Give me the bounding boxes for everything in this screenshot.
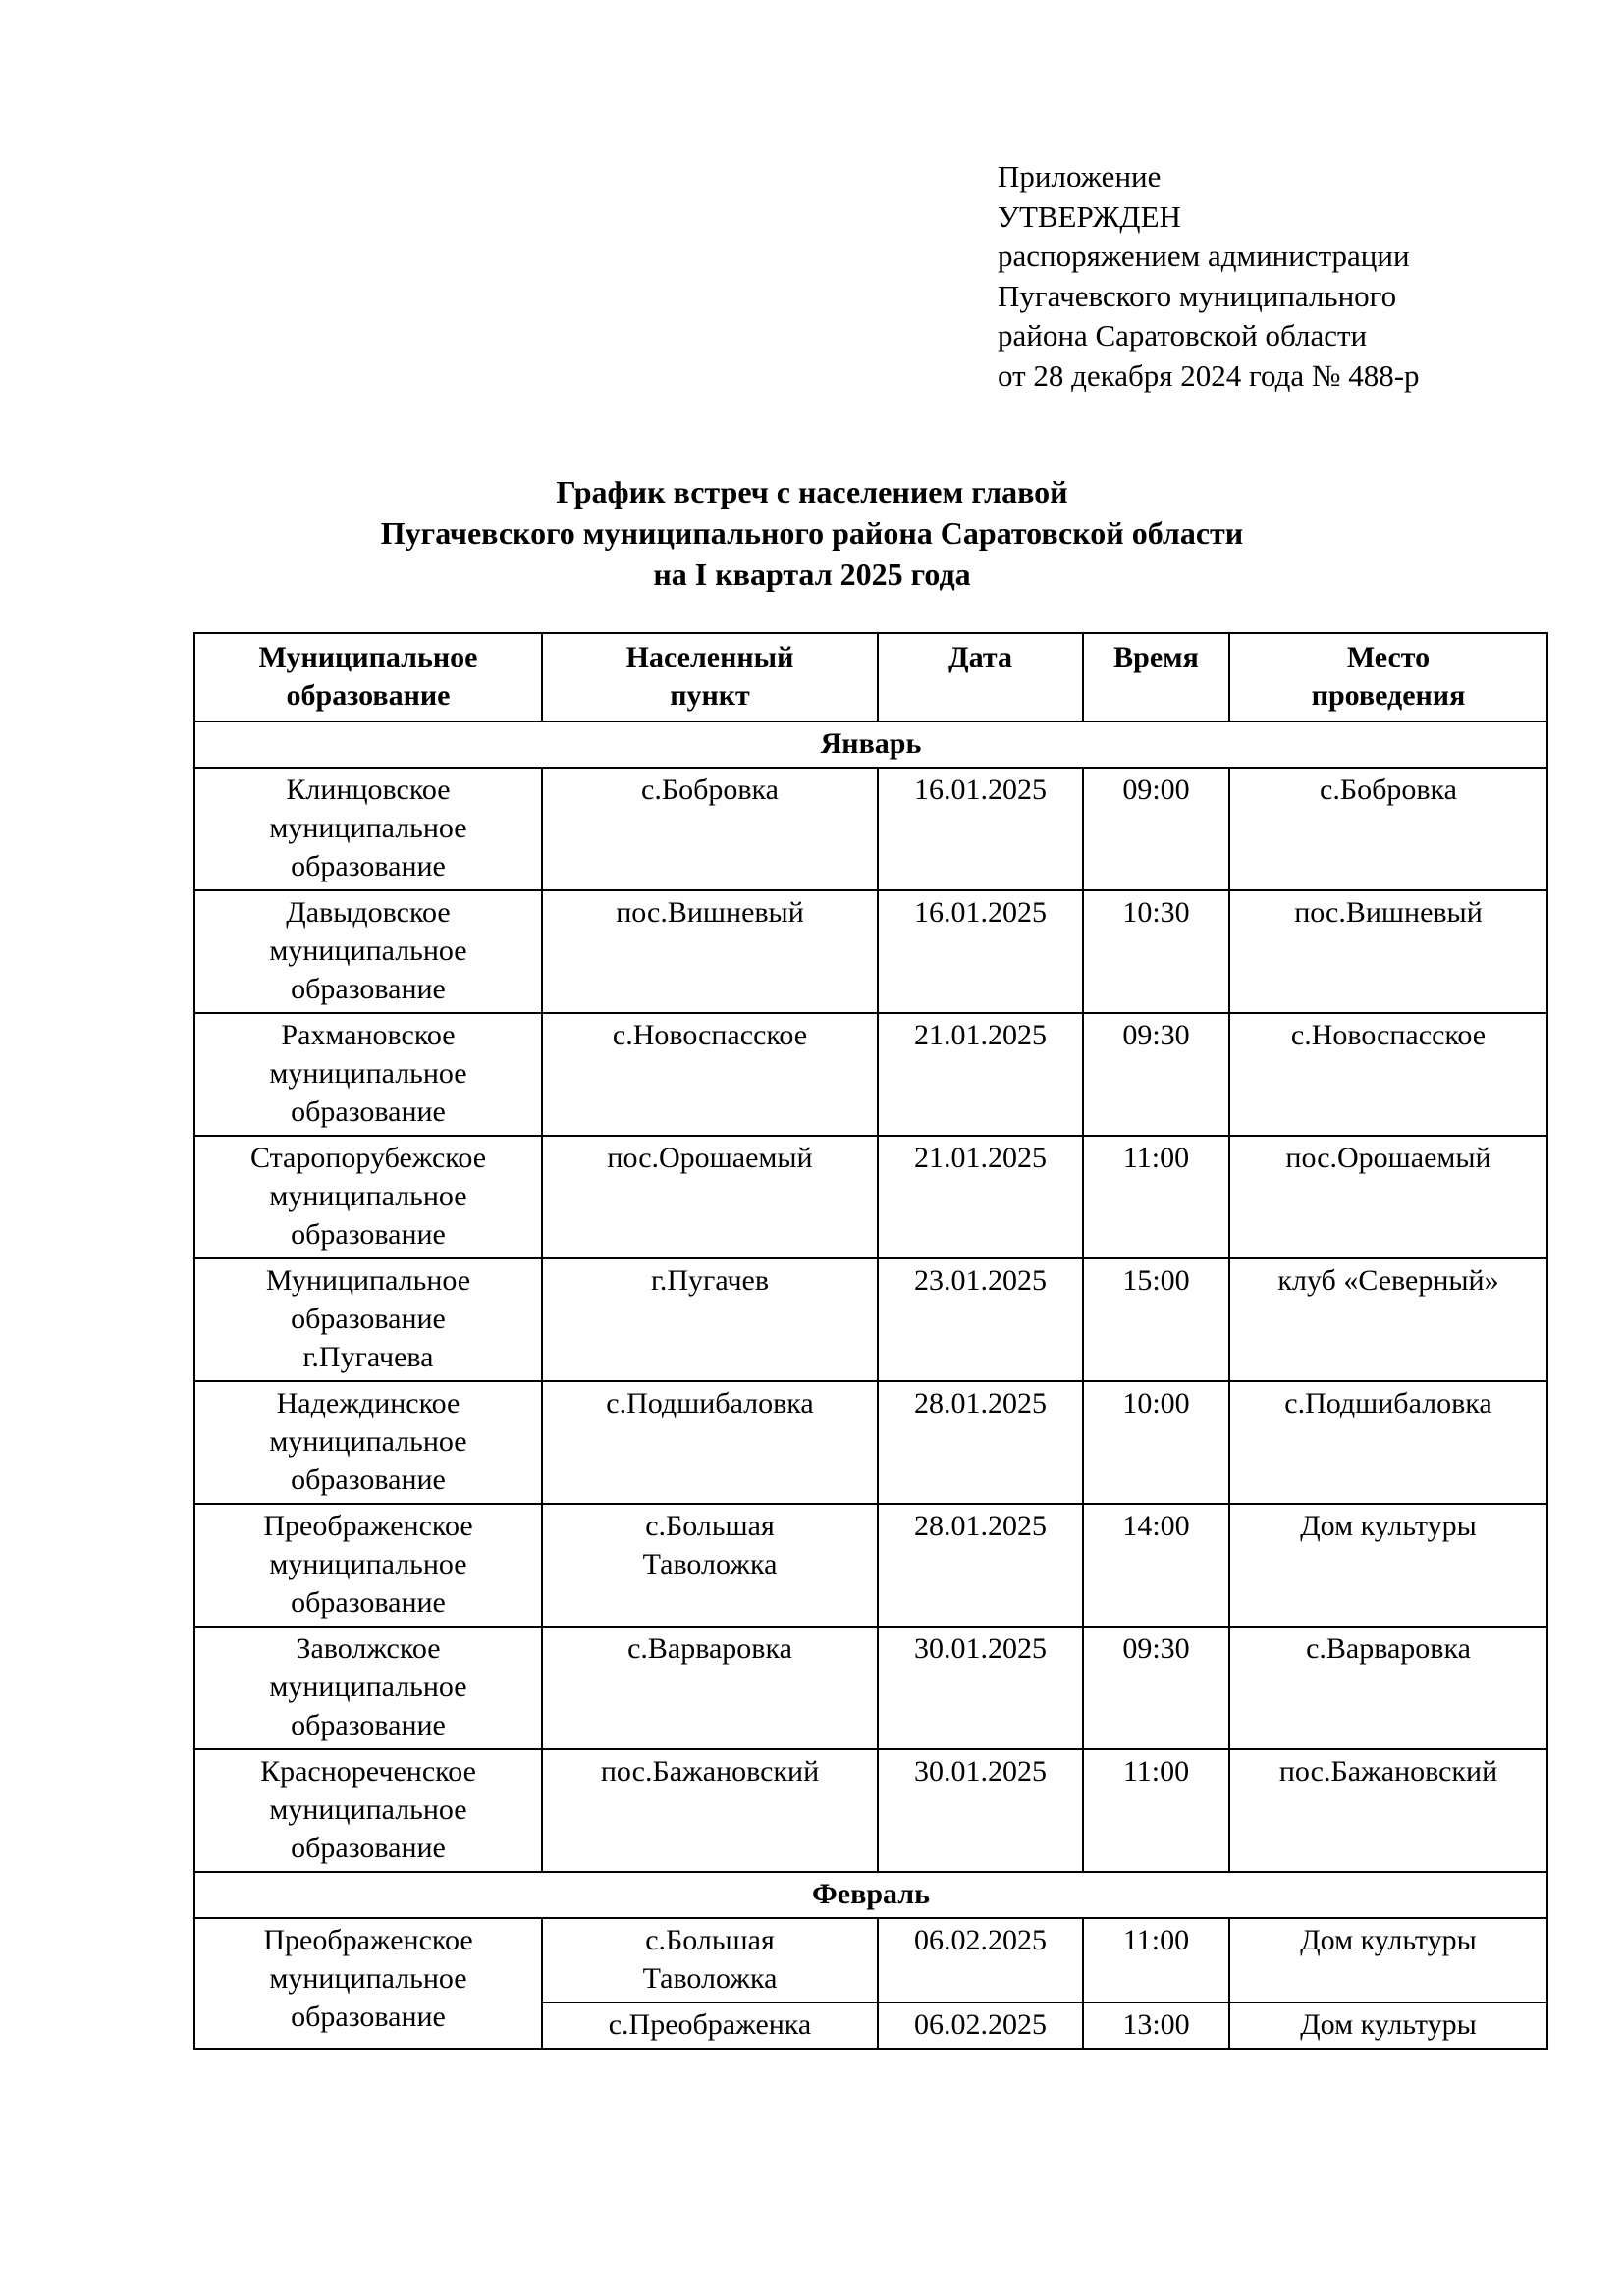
cell-line: образование (291, 1095, 446, 1128)
cell-line: образование (291, 1586, 446, 1619)
cell-time: 09:30 (1083, 1627, 1229, 1749)
cell-line: пос.Вишневый (1294, 896, 1483, 929)
approval-line-order-number: от 28 декабря 2024 года № 488-р (998, 357, 1420, 393)
cell-line: образование (291, 1709, 446, 1741)
cell-time: 14:00 (1083, 1504, 1229, 1627)
cell-municipality (194, 1504, 542, 1627)
approval-line-order-3: района Саратовской области (998, 318, 1368, 352)
cell-line: муниципальное (269, 812, 467, 844)
cell-line: клуб «Северный» (1277, 1264, 1499, 1297)
table-header (194, 633, 1547, 721)
cell-line: образование (291, 973, 446, 1005)
column-header-place (1229, 633, 1547, 721)
schedule-table (193, 632, 1548, 2050)
cell-locality (542, 1381, 878, 1504)
cell-place (1229, 1918, 1547, 2002)
column-header-municipality (194, 633, 542, 721)
approval-block (998, 157, 1587, 396)
column-header-place-line-1: Место (1346, 641, 1431, 673)
table-row (194, 1749, 1547, 1872)
cell-date: 21.01.2025 (878, 1136, 1083, 1258)
cell-time: 11:00 (1083, 1136, 1229, 1258)
cell-time: 09:30 (1083, 1013, 1229, 1136)
cell-line: образование (291, 1303, 446, 1335)
cell-time: 10:30 (1083, 890, 1229, 1013)
cell-municipality (194, 1381, 542, 1504)
cell-line: Заволжское (296, 1632, 441, 1665)
cell-locality (542, 1627, 878, 1749)
month-label-february: Февраль (194, 1872, 1547, 1918)
column-header-locality-line-1: Населенный (625, 641, 794, 673)
column-header-date: Дата (878, 633, 1083, 721)
cell-time: 15:00 (1083, 1258, 1229, 1381)
cell-locality (542, 2002, 878, 2049)
cell-line: муниципальное (269, 1671, 467, 1703)
cell-place (1229, 1136, 1547, 1258)
table-row (194, 768, 1547, 890)
cell-line: муниципальное (269, 1180, 467, 1212)
cell-date: 23.01.2025 (878, 1258, 1083, 1381)
cell-date: 28.01.2025 (878, 1504, 1083, 1627)
cell-line: Муниципальное (265, 1264, 471, 1297)
cell-place (1229, 1749, 1547, 1872)
cell-line: с.Большая (645, 1510, 775, 1542)
cell-line: образование (291, 2001, 446, 2033)
cell-time: 11:00 (1083, 1918, 1229, 2002)
column-header-time: Время (1083, 633, 1229, 721)
cell-line: пос.Бажановский (600, 1755, 820, 1788)
cell-line: Давыдовское (286, 896, 451, 929)
column-header-place-line-2: проведения (1311, 679, 1466, 712)
cell-line: пос.Вишневый (616, 896, 804, 929)
approval-line-order-1: распоряжением администрации (998, 239, 1410, 273)
cell-line: с.Бобровка (641, 774, 779, 806)
cell-time: 09:00 (1083, 768, 1229, 890)
cell-locality (542, 1013, 878, 1136)
cell-line: муниципальное (269, 934, 467, 967)
cell-place (1229, 768, 1547, 890)
cell-line: образование (291, 1832, 446, 1864)
cell-time: 10:00 (1083, 1381, 1229, 1504)
cell-date: 21.01.2025 (878, 1013, 1083, 1136)
page-title-line-1: График встреч с населением главой (556, 474, 1068, 509)
cell-line: с.Варваровка (1306, 1632, 1471, 1665)
cell-locality (542, 890, 878, 1013)
cell-line: Рахмановское (281, 1019, 456, 1051)
cell-place (1229, 1504, 1547, 1627)
cell-line: с.Варваровка (627, 1632, 792, 1665)
table-row (194, 1918, 1547, 2002)
cell-line: муниципальное (269, 1962, 467, 1995)
cell-place (1229, 890, 1547, 1013)
cell-time: 11:00 (1083, 1749, 1229, 1872)
table-row (194, 1136, 1547, 1258)
cell-line: Преображенское (263, 1924, 473, 1956)
column-header-locality (542, 633, 878, 721)
cell-municipality (194, 1918, 542, 2049)
cell-line: пос.Бажановский (1278, 1755, 1498, 1788)
cell-line: образование (291, 1218, 446, 1251)
table-row (194, 1258, 1547, 1381)
cell-place (1229, 2002, 1547, 2049)
table-row (194, 1013, 1547, 1136)
column-header-municipality-line-1: Муниципальное (258, 641, 478, 673)
cell-line: г.Пугачева (302, 1341, 434, 1373)
cell-line: образование (291, 1464, 446, 1496)
cell-line: с.Бобровка (1320, 774, 1457, 806)
cell-place (1229, 1381, 1547, 1504)
page-title-line-2: Пугачевского муниципального района Саратовской области (380, 515, 1244, 551)
cell-line: Надеждинское (276, 1387, 460, 1419)
cell-line: Дом культуры (1300, 1510, 1477, 1542)
cell-line: Преображенское (263, 1510, 473, 1542)
page-title (0, 471, 1624, 595)
table-header-row (194, 633, 1547, 721)
cell-date: 30.01.2025 (878, 1749, 1083, 1872)
cell-line: с.Новоспасское (612, 1019, 808, 1051)
month-label-january: Январь (194, 721, 1547, 768)
cell-line: пос.Орошаемый (1285, 1142, 1491, 1174)
schedule-table-wrapper (193, 632, 1546, 2050)
cell-locality (542, 1136, 878, 1258)
cell-line: Дом культуры (1300, 1924, 1477, 1956)
table-row (194, 1627, 1547, 1749)
cell-municipality (194, 1136, 542, 1258)
month-header-row (194, 721, 1547, 768)
cell-locality (542, 1918, 878, 2002)
column-header-municipality-line-2: образование (286, 679, 451, 712)
cell-line: муниципальное (269, 1793, 467, 1826)
cell-place (1229, 1627, 1547, 1749)
cell-locality (542, 1504, 878, 1627)
cell-line: муниципальное (269, 1057, 467, 1090)
cell-place (1229, 1013, 1547, 1136)
cell-line: с.Преображенка (608, 2008, 812, 2041)
approval-line-approved: УТВЕРЖДЕН (998, 198, 1181, 234)
cell-municipality (194, 1258, 542, 1381)
cell-date: 06.02.2025 (878, 1918, 1083, 2002)
cell-line: с.Подшибаловка (606, 1387, 814, 1419)
cell-municipality (194, 890, 542, 1013)
cell-municipality (194, 1627, 542, 1749)
cell-date: 16.01.2025 (878, 768, 1083, 890)
table-row (194, 1504, 1547, 1627)
cell-line: с.Новоспасское (1290, 1019, 1487, 1051)
cell-place (1229, 1258, 1547, 1381)
cell-date: 30.01.2025 (878, 1627, 1083, 1749)
cell-line: образование (291, 850, 446, 882)
table-row (194, 1381, 1547, 1504)
cell-line: муниципальное (269, 1548, 467, 1580)
cell-line: Краснореченское (260, 1755, 476, 1788)
cell-locality (542, 1258, 878, 1381)
cell-locality (542, 768, 878, 890)
cell-locality (542, 1749, 878, 1872)
approval-line-appendix: Приложение (998, 159, 1162, 193)
month-header-row (194, 1872, 1547, 1918)
cell-line: муниципальное (269, 1425, 467, 1458)
table-row (194, 890, 1547, 1013)
cell-line: с.Подшибаловка (1284, 1387, 1492, 1419)
table-body (194, 721, 1547, 2049)
cell-municipality (194, 1013, 542, 1136)
approval-line-order-2: Пугачевского муниципального (998, 278, 1397, 313)
cell-line: Таволожка (642, 1548, 778, 1580)
cell-line: Клинцовское (286, 774, 451, 806)
cell-date: 06.02.2025 (878, 2002, 1083, 2049)
cell-municipality (194, 1749, 542, 1872)
column-header-locality-line-2: пункт (670, 679, 750, 712)
cell-line: Таволожка (642, 1962, 778, 1995)
cell-line: с.Большая (645, 1924, 775, 1956)
cell-date: 16.01.2025 (878, 890, 1083, 1013)
page-title-line-3: на I квартал 2025 года (653, 557, 971, 592)
cell-line: пос.Орошаемый (607, 1142, 813, 1174)
cell-line: Старопорубежское (249, 1142, 487, 1174)
cell-municipality (194, 768, 542, 890)
cell-line: Дом культуры (1300, 2008, 1477, 2041)
cell-line: г.Пугачев (650, 1264, 770, 1297)
cell-time: 13:00 (1083, 2002, 1229, 2049)
cell-date: 28.01.2025 (878, 1381, 1083, 1504)
